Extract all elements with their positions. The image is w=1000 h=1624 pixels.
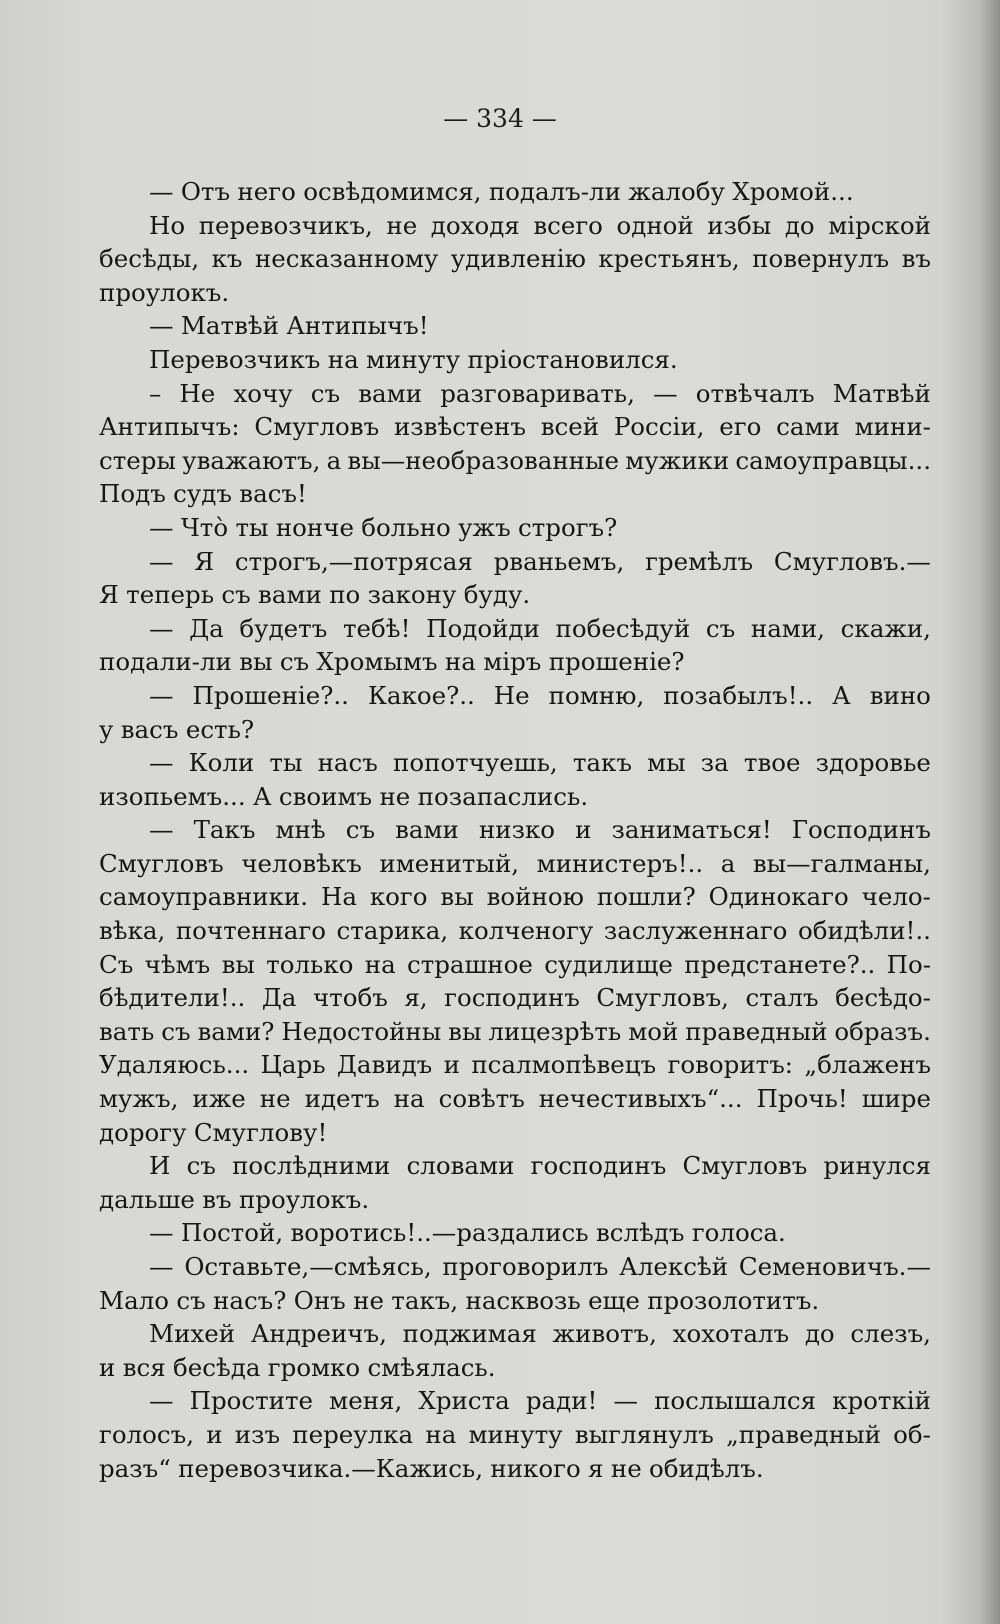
word: образъ. [834,1016,931,1046]
word: строгъ? [518,512,618,542]
word: мини- [854,412,931,442]
word: Постой, [180,1218,284,1248]
word: такъ, [391,1285,459,1315]
text-line [99,1250,931,1284]
text-line [99,276,931,310]
word: перевозчика.—Кажись, [178,1453,484,1483]
word: и [443,1050,460,1080]
word: вслѣдъ [595,1218,685,1248]
word: на [364,949,396,979]
word: послѣдними [232,1151,391,1181]
word: съ [279,647,310,677]
word: Съ [99,949,134,979]
text-line [99,578,931,612]
word: гремѣлъ [645,546,754,576]
word: до [784,210,815,240]
word: будетъ [239,613,328,643]
word: Смугловъ [254,412,380,442]
word: Я [194,546,215,576]
word: Антипычъ: [99,412,240,442]
word: по [329,580,361,610]
word: почтеннаго [175,916,326,946]
word: воротись!..—раздались [290,1218,589,1248]
text-line [99,343,931,377]
word: вами [358,378,423,408]
word: иже [192,1084,246,1114]
word: Смугловъ [682,1151,808,1181]
word: Семеновичъ.— [738,1252,931,1281]
word: идетъ [304,1084,380,1114]
word: Матвѣй [832,378,931,408]
text-line [99,679,931,713]
word: — [149,815,174,845]
word: Смугловъ [99,848,224,878]
word: изопьемъ... [99,781,246,811]
word: ради! [525,1386,598,1416]
text-line [99,981,931,1015]
word: слезъ, [850,1319,931,1349]
word: нонче [275,512,354,542]
text-line [99,1418,931,1452]
word: доходя [430,210,520,240]
word: уважаютъ, [182,445,321,475]
word: такъ [572,748,632,778]
word: разъ“ [99,1453,171,1483]
text-line [99,1116,931,1150]
word: А [252,781,272,811]
word: псалмопѣвецъ [471,1050,657,1080]
word: Какое?.. [367,680,475,710]
text-line [99,209,931,243]
text-line [99,746,931,780]
word: отвѣчалъ [695,378,815,408]
word: скажи, [840,613,931,643]
word: „блаженъ [804,1050,931,1080]
word: на [393,1084,425,1114]
text-line [99,948,931,982]
word: выглянулъ [574,1419,714,1449]
word: міръ [483,647,542,677]
word: кого [369,882,428,912]
word: Алексѣй [619,1252,729,1281]
word: вы—галманы, [752,848,931,878]
word: и [206,1419,223,1449]
word: не [379,781,411,811]
word: Антипычъ! [286,311,429,341]
word: ужъ [458,512,511,542]
word: — [653,378,678,408]
word: съ [705,613,736,643]
page-number: — 334 — [443,104,557,133]
word: стеры [99,445,176,475]
word: теперь [126,580,215,610]
word: перевозчикъ, [198,210,373,240]
word: не [353,1285,384,1315]
word: — [149,546,174,576]
word: — [149,1218,174,1248]
word: Андреичъ, [250,1319,387,1349]
word: господинъ [444,983,580,1013]
word: ты [269,748,303,778]
word: тебѣ! [343,613,411,643]
word: избы [707,210,772,240]
word: человѣкъ [241,848,362,878]
word: смѣялась. [367,1352,496,1382]
text-line [99,1351,931,1385]
word: колченогу [458,916,594,946]
word: Хромымъ [316,647,438,677]
word: мой [628,1016,679,1046]
word: чело- [861,882,931,912]
word: за [700,748,729,778]
text-line [99,645,931,679]
text-line [99,1452,931,1486]
word: твое [743,748,801,778]
word: животъ, [552,1319,657,1349]
word: Перевозчикъ [149,344,321,374]
word: подали-ли [99,647,232,677]
text-line [99,1183,931,1217]
word: больно [361,512,451,542]
word: — [613,1386,638,1416]
word: судилище [544,949,673,979]
word: бесѣды, [99,244,200,274]
word: И [149,1151,171,1181]
word: буду. [463,580,531,610]
word: я, [404,983,428,1013]
word: — [149,1252,174,1281]
word: Царь [260,1050,326,1080]
word: Такъ [193,815,256,845]
word: Недостойны [281,1016,442,1046]
word: страшное [406,949,533,979]
word: Матвѣй [180,311,279,341]
word: извѣстенъ [393,412,526,442]
word: позапаслись. [417,781,589,811]
word: переулка [292,1419,414,1449]
text-line [99,1015,931,1049]
word: Подойди [426,613,540,643]
word: нечестивыхъ“... [538,1084,743,1114]
word: его [719,412,762,442]
word: Да [261,983,297,1013]
word: освѣдомимся, [303,177,482,206]
word: послышался [654,1386,817,1416]
word: жалобу [628,177,725,206]
word: вами [258,580,322,610]
word: насъ [317,748,378,778]
word: сталъ [745,983,819,1013]
word: вы [448,1016,482,1046]
word: министеръ!.. [536,848,704,878]
text-line [99,813,931,847]
word: минуту [366,344,461,374]
word: всего [533,210,603,240]
word: подалъ-ли [488,177,621,206]
word: вѣка, [99,916,166,946]
word: вами? [197,1016,275,1046]
word: говоритъ: [667,1050,794,1080]
word: дорогу [99,1117,187,1147]
word: поджимая [402,1319,537,1349]
text-line [99,309,931,343]
word: Прошеніе?.. [192,680,349,710]
word: побесѣдуй [555,613,691,643]
word: мірской [828,210,931,240]
text-line [99,545,931,579]
word: — [149,748,174,778]
word: Да [189,613,224,643]
word: обидѣли!.. [797,916,931,946]
word: разговаривать, [440,378,635,408]
word: самоуправцы... [735,445,931,475]
word: совѣтъ [438,1084,525,1114]
text-line [99,175,931,209]
word: него [237,177,296,206]
word: вами [395,815,459,845]
word: господинъ [530,1151,667,1181]
word: Прочь! [756,1084,848,1114]
word: Я [99,580,119,610]
word: — [149,512,174,542]
text-line [99,847,931,881]
word: здоровье [815,748,931,778]
word: помню, [548,680,645,710]
word: Но [149,210,186,240]
word: никого [490,1453,581,1483]
word: не [259,1084,291,1114]
text-line [99,511,931,545]
word: Онъ [293,1285,346,1315]
word: Коли [188,748,255,778]
word: прошеніе? [548,647,685,677]
word: пошли? [596,882,696,912]
text-line [99,1082,931,1116]
word: строгъ,—потрясая [234,546,473,576]
word: именитый, [379,848,520,878]
word: мы [647,748,686,778]
text-line [99,880,931,914]
word: прозолотитъ. [647,1285,820,1315]
word: позабылъ!.. [663,680,814,710]
word: Оставьте,—смѣясь, [184,1252,432,1281]
word: рваньемъ, [493,546,625,576]
word: а [326,445,342,475]
word: повернулъ [752,244,890,274]
text-line [99,477,931,511]
word: кроткій [832,1386,931,1416]
word: заниматься! [611,815,772,845]
word: праведный [685,1016,828,1046]
word: Чтò [180,512,229,542]
word: не [610,1453,642,1483]
word: въ [202,1184,232,1214]
word: въ [901,244,931,274]
word: на [444,647,476,677]
word: и [575,815,592,845]
word: ты [235,512,269,542]
word: Не [179,378,216,408]
word: изъ [234,1419,281,1449]
word: вы [221,949,255,979]
word: Давидъ [336,1050,433,1080]
word: Смугловъ, [596,983,729,1013]
text-line [99,914,931,948]
word: минуту [468,1419,563,1449]
word: къ [211,244,243,274]
word: пріостановился. [467,344,678,374]
word: на [425,1419,457,1449]
word: лицезрѣть [488,1016,622,1046]
word: Господинъ [791,815,931,845]
word: еще [588,1285,640,1315]
word: у [99,714,114,744]
word: – [149,378,162,408]
word: Простите [189,1386,314,1416]
word: а [720,848,736,878]
word: съ [310,378,341,408]
word: удивленію [450,244,586,274]
word: Одинокаго [708,882,849,912]
word: — [149,680,174,710]
word: насквозь [465,1285,581,1315]
word: — [149,311,174,341]
word: — [149,613,174,643]
word: вы [239,647,273,677]
word: чтобъ [312,983,388,1013]
word: самоуправники. [99,882,309,912]
text-line [99,1317,931,1351]
word: не [386,210,418,240]
word: войною [486,882,584,912]
word: голоса. [691,1218,786,1248]
word: — [149,177,174,206]
word: Мало [99,1285,170,1315]
word: мнѣ [275,815,326,845]
word: съ [161,1016,191,1046]
text-line [99,1384,931,1418]
word: есть? [185,714,255,744]
word: Смуглову! [193,1117,328,1147]
word: шире [861,1084,931,1114]
word: васъ! [239,479,307,509]
word: съ [221,580,251,610]
word: мужъ, [99,1084,179,1114]
word: низко [478,815,556,845]
word: Не [493,680,530,710]
word: судъ [173,479,232,509]
word: мужики [625,445,730,475]
word: до [804,1319,835,1349]
word: дальше [99,1184,195,1214]
word: хочу [233,378,293,408]
word: предстанете?.. [684,949,876,979]
word: вать [99,1016,155,1046]
word: меня, [329,1386,403,1416]
body-text [99,175,931,1485]
word: Россіи, [613,412,705,442]
word: Подъ [99,479,166,509]
word: проговорилъ [442,1252,609,1281]
word: крестьянъ, [598,244,740,274]
word: вы [440,882,474,912]
word: „праведный [726,1419,881,1449]
text-line [99,377,931,411]
word: А [832,680,851,710]
word: По- [886,949,931,979]
word: одной [616,210,694,240]
word: попотчуешь, [392,748,558,778]
word: насъ? [213,1285,287,1315]
text-line [99,612,931,646]
word: хохоталъ [672,1319,790,1349]
word: всей [540,412,600,442]
word: закону [367,580,457,610]
word: проулокъ. [99,277,230,307]
word: чѣмъ [144,949,211,979]
word: На [320,882,357,912]
word: заслуженнаго [603,916,788,946]
text-line [99,444,931,478]
word: несказанному [254,244,439,274]
word: вся [122,1352,166,1382]
word: бѣдители!.. [99,983,246,1013]
word: бесѣдо- [835,983,931,1013]
word: Михей [149,1319,236,1349]
word: об- [893,1419,931,1449]
word: Христа [418,1386,510,1416]
word: только [266,949,354,979]
word: съ [186,1151,216,1181]
text-line [99,410,931,444]
word: сами [776,412,840,442]
word: Отъ [180,177,231,206]
word: нами, [750,613,825,643]
word: Удаляюсь... [99,1050,250,1080]
word: и [99,1352,116,1382]
word: ринулся [823,1151,931,1181]
text-line [99,713,931,747]
word: обидѣлъ. [649,1453,764,1483]
word: васъ [120,714,179,744]
text-line [99,1216,931,1250]
word: проулокъ. [238,1184,370,1214]
word: на [327,344,359,374]
word: вы—необразованные [347,445,620,475]
word: Хромой... [732,177,854,206]
word: словами [406,1151,515,1181]
word: съ [176,1285,206,1315]
word: старика, [336,916,449,946]
text-line [99,242,931,276]
text-line [99,1149,931,1183]
word: съ [345,815,376,845]
text-line [99,780,931,814]
word: — [149,1386,174,1416]
text-line [99,1048,931,1082]
word: голосъ, [99,1419,194,1449]
word: громко [267,1352,361,1382]
word: Смугловъ.— [773,546,931,576]
word: вино [869,680,931,710]
word: бесѣда [173,1352,261,1382]
word: я [588,1453,604,1483]
text-line [99,1284,931,1318]
word: своимъ [278,781,373,811]
